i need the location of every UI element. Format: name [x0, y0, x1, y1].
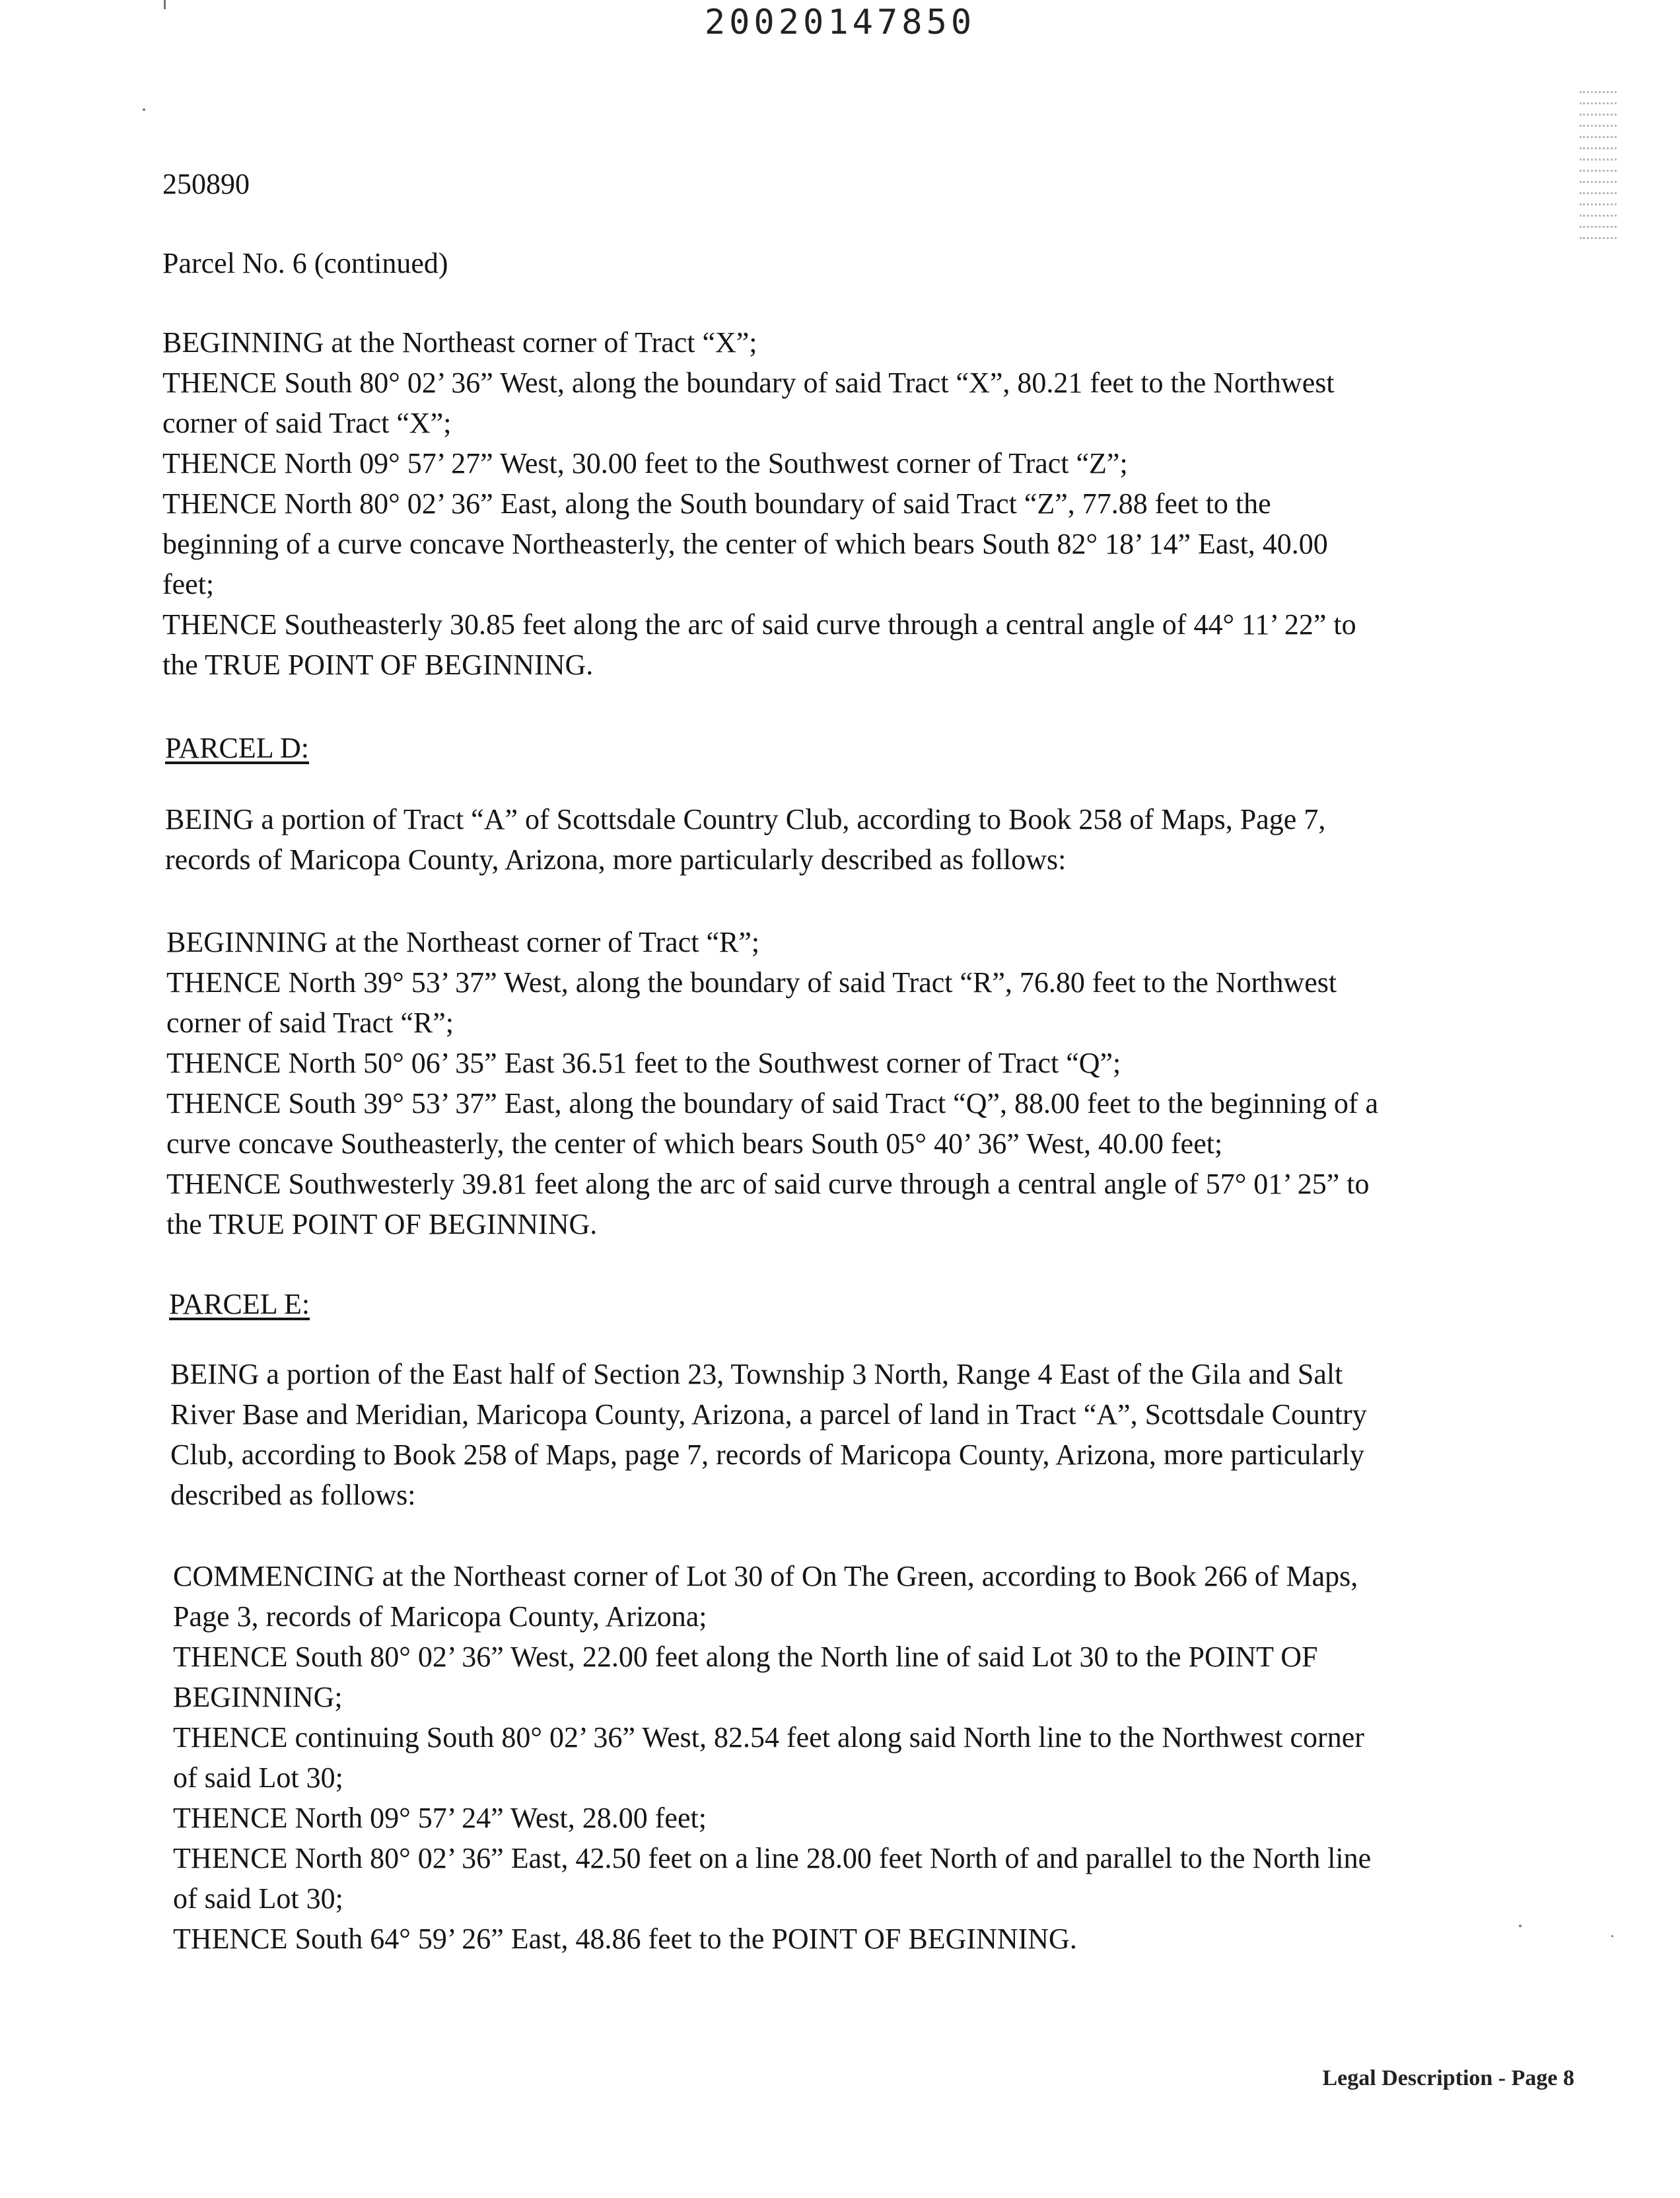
description-line: THENCE North 39° 53’ 37” West, along the boundary of said Tract “R”, 76.80 feet to the Northwest — [166, 966, 1337, 999]
description-line: THENCE Southwesterly 39.81 feet along the arc of said curve through a central angle of 57° 01’ 25” to — [166, 1168, 1370, 1200]
reference-number: 250890 — [162, 168, 250, 200]
description-line: of said Lot 30; — [173, 1761, 343, 1794]
description-line: THENCE South 80° 02’ 36” West, 22.00 feet along the North line of said Lot 30 to the POINT OF — [173, 1641, 1318, 1673]
description-line: corner of said Tract “X”; — [162, 407, 452, 439]
scan-speck — [164, 0, 166, 9]
description-line: THENCE North 09° 57’ 27” West, 30.00 feet to the Southwest corner of Tract “Z”; — [162, 447, 1128, 479]
scan-speck — [1611, 1935, 1613, 1937]
description-line: feet; — [162, 568, 215, 600]
parcel-e-intro — [170, 1354, 1367, 1515]
parcel-continuation-block — [162, 243, 448, 283]
description-line: Page 3, records of Maricopa County, Arizona; — [173, 1600, 707, 1633]
description-line: the TRUE POINT OF BEGINNING. — [166, 1208, 598, 1240]
parcel-d-heading: PARCEL D: — [165, 732, 310, 764]
description-line: the TRUE POINT OF BEGINNING. — [162, 649, 594, 681]
parcel-e-description — [173, 1556, 1371, 1959]
description-line: THENCE continuing South 80° 02’ 36” West, 82.54 feet along said North line to the Northwest corner — [173, 1721, 1364, 1754]
parcel-continuation-title: Parcel No. 6 (continued) — [162, 247, 448, 279]
description-line: THENCE South 64° 59’ 26” East, 48.86 feet to the POINT OF BEGINNING. — [173, 1923, 1077, 1955]
parcel-e-heading-block — [169, 1284, 310, 1324]
margin-stamp — [1580, 86, 1617, 304]
parcel-d-intro — [165, 799, 1325, 880]
description-line: of said Lot 30; — [173, 1882, 343, 1915]
description-line: COMMENCING at the Northeast corner of Lot 30 of On The Green, according to Book 266 of Maps, — [173, 1560, 1358, 1592]
description-line: BEGINNING at the Northeast corner of Tract “X”; — [162, 326, 757, 359]
recording-number: 20020147850 — [704, 3, 976, 42]
description-line: THENCE South 80° 02’ 36” West, along the boundary of said Tract “X”, 80.21 feet to the Northwest — [162, 367, 1335, 399]
description-line: curve concave Southeasterly, the center of which bears South 05° 40’ 36” West, 40.00 feet; — [166, 1127, 1223, 1160]
page-footer: Legal Description - Page 8 — [1322, 2066, 1574, 2090]
description-line: THENCE Southeasterly 30.85 feet along the arc of said curve through a central angle of 44° 11’ 22” to — [162, 608, 1356, 641]
description-line: THENCE North 80° 02’ 36” East, along the South boundary of said Tract “Z”, 77.88 feet to the — [162, 487, 1271, 520]
description-line: BEGINNING at the Northeast corner of Tract “R”; — [166, 926, 760, 958]
description-line: THENCE North 80° 02’ 36” East, 42.50 feet on a line 28.00 feet North of and parallel to the North line — [173, 1842, 1372, 1874]
parcel-d-heading-block — [165, 728, 309, 768]
intro-line: records of Maricopa County, Arizona, more particularly described as follows: — [165, 843, 1067, 876]
description-line: THENCE South 39° 53’ 37” East, along the boundary of said Tract “Q”, 88.00 feet to the beginning of a — [166, 1087, 1379, 1119]
intro-line: Club, according to Book 258 of Maps, page 7, records of Maricopa County, Arizona, more particularly — [170, 1438, 1365, 1471]
parcel-e-heading: PARCEL E: — [169, 1288, 310, 1320]
description-line: corner of said Tract “R”; — [166, 1007, 454, 1039]
intro-line: River Base and Meridian, Maricopa County, Arizona, a parcel of land in Tract “A”, Scottsdale Country — [170, 1398, 1367, 1431]
scan-speck — [143, 108, 145, 111]
parcel-d-description — [166, 922, 1378, 1244]
intro-line: BEING a portion of Tract “A” of Scottsdale Country Club, according to Book 258 of Maps, Page 7, — [165, 803, 1326, 835]
description-line: beginning of a curve concave Northeasterly, the center of which bears South 82° 18’ 14” East, 40.00 — [162, 528, 1328, 560]
parcel-6-description — [162, 322, 1356, 685]
description-line: THENCE North 50° 06’ 35” East 36.51 feet to the Southwest corner of Tract “Q”; — [166, 1047, 1121, 1079]
intro-line: BEING a portion of the East half of Section 23, Township 3 North, Range 4 East of the Gila and Salt — [170, 1358, 1343, 1390]
description-line: BEGINNING; — [173, 1681, 343, 1713]
reference-number-block — [162, 164, 250, 204]
scan-speck — [1519, 1925, 1522, 1927]
intro-line: described as follows: — [170, 1479, 416, 1511]
description-line: THENCE North 09° 57’ 24” West, 28.00 feet; — [173, 1802, 707, 1834]
